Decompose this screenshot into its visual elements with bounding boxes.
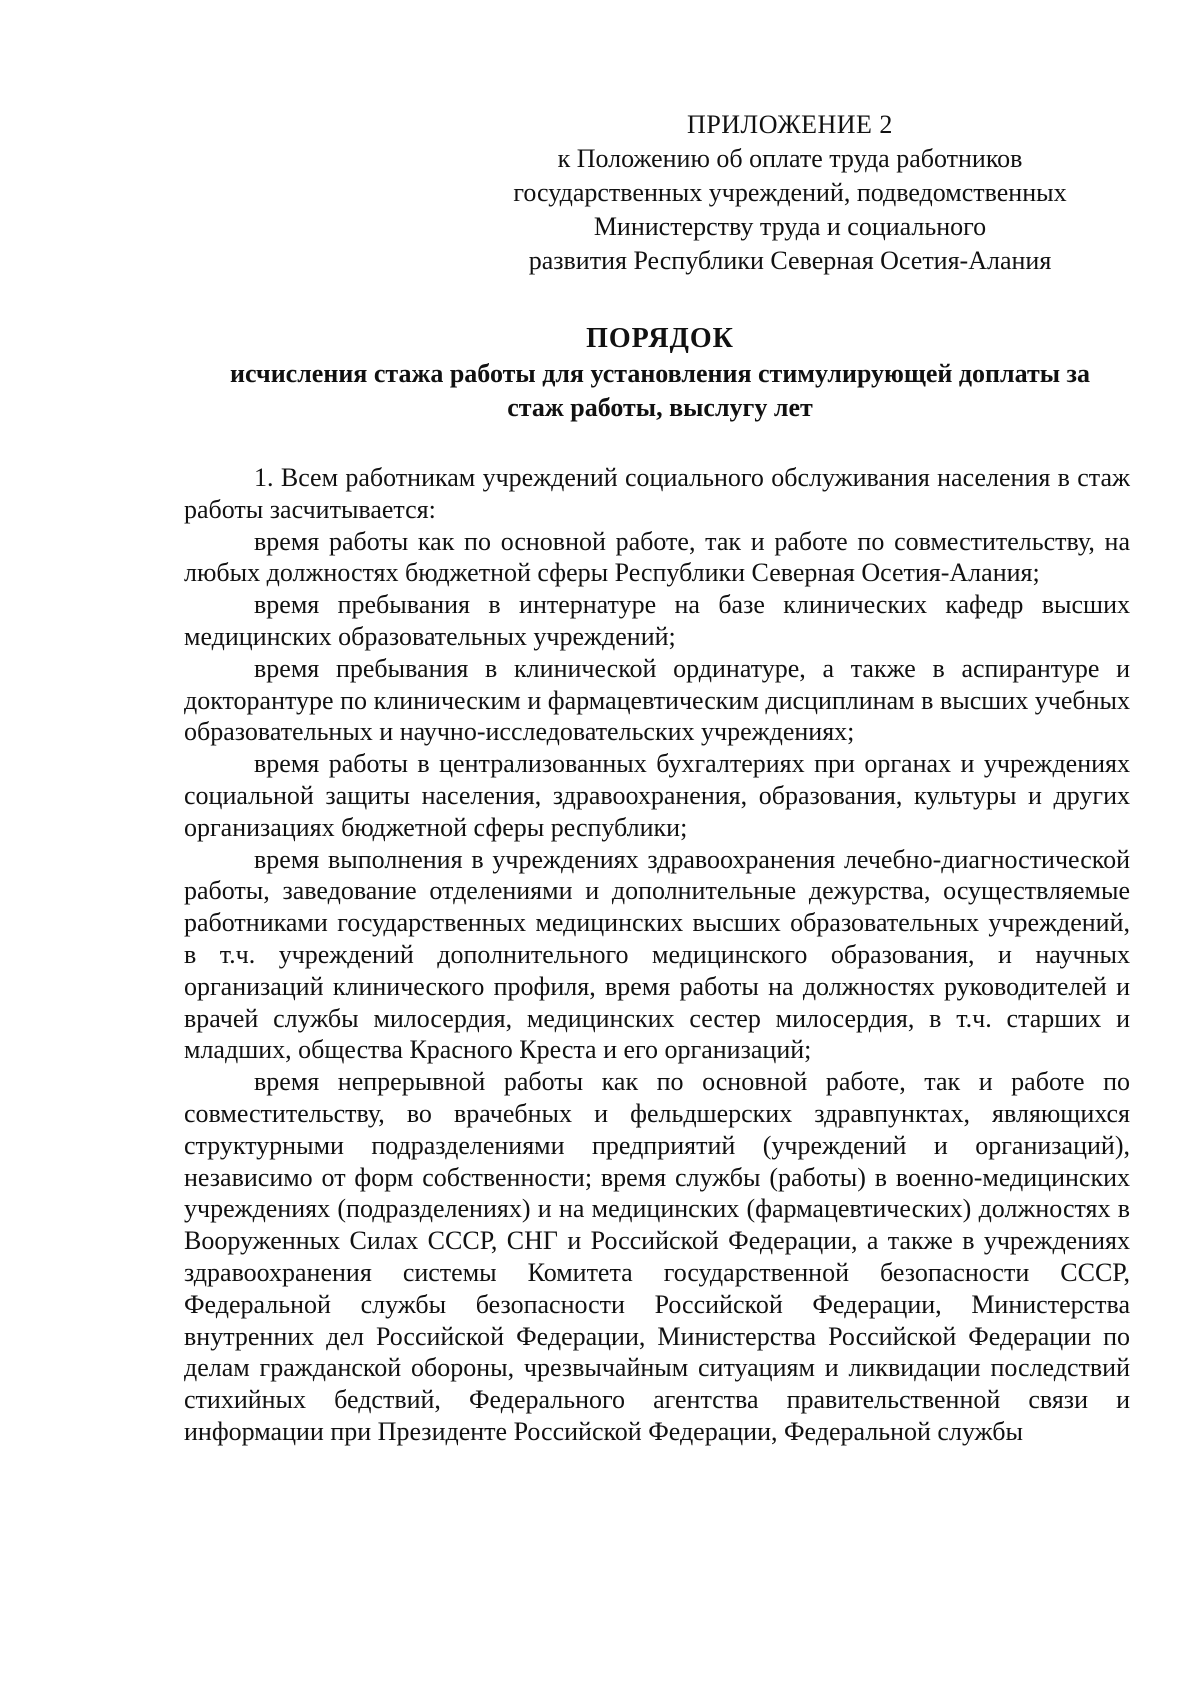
body-paragraph: время пребывания в интернатуре на базе клинических кафедр высших медицинских образовательных учреждений; bbox=[184, 590, 1130, 651]
appendix-header bbox=[460, 108, 1120, 278]
document-body bbox=[184, 462, 1130, 1448]
document-subtitle-line: стаж работы, выслугу лет bbox=[507, 393, 813, 422]
document-subtitle bbox=[180, 357, 1140, 425]
document-subtitle-line: исчисления стажа работы для установления стимулирующей доплаты за bbox=[230, 359, 1090, 388]
document-title: ПОРЯДОК bbox=[586, 323, 734, 354]
body-paragraph: время выполнения в учреждениях здравоохранения лечебно-диагностической работы, заведование отделениями и дополнительные дежурства, осуществляемые работниками государственных медицинских высших образовательных учреждений, в т.ч. учреждений дополнительного медицинского образования, и научных организаций клинического профиля, время работы на должностях руководителей и врачей службы милосердия, медицинских сестер милосердия, в т.ч. старших и младших, общества Красного Креста и его организаций; bbox=[184, 844, 1130, 1065]
appendix-line: государственных учреждений, подведомственных bbox=[513, 178, 1067, 207]
appendix-line: Министерству труда и социального bbox=[593, 212, 987, 241]
body-paragraph: 1. Всем работникам учреждений социального обслуживания населения в стаж работы засчитывается: bbox=[184, 463, 1130, 524]
body-paragraph: время работы как по основной работе, так и работе по совместительству, на любых должностях бюджетной сферы Республики Северная Осетия-Алания; bbox=[184, 526, 1130, 588]
body-paragraph: время непрерывной работы как по основной работе, так и работе по совместительству, во врачебных и фельдшерских здравпунктах, являющихся структурными подразделениями предприятий (учреждений и организаций), независимо от форм собственности; время службы (работы) в военно-медицинских учреждениях (подразделениях) и на медицинских (фармацевтических) должностях в Вооруженных Силах СССР, СНГ и Российской Федерации, а также в учреждениях здравоохранения системы Комитета государственной безопасности СССР, Федеральной службы безопасности Российской Федерации, Министерства внутренних дел Российской Федерации, Министерства Российской Федерации по делам гражданской обороны, чрезвычайным ситуациям и ликвидации последствий стихийных бедствий, Федерального агентства правительственной связи и информации при Президенте Российской Федерации, Федеральной службы bbox=[184, 1067, 1130, 1446]
body-paragraph: время пребывания в клинической ординатуре, а также в аспирантуре и докторантуре по клиническим и фармацевтическим дисциплинам в высших учебных образовательных и научно-исследовательских учреждениях; bbox=[184, 653, 1130, 747]
body-paragraph: время работы в централизованных бухгалтериях при органах и учреждениях социальной защиты населения, здравоохранения, образования, культуры и других организациях бюджетной сферы республики; bbox=[184, 749, 1130, 842]
appendix-title: ПРИЛОЖЕНИЕ 2 bbox=[687, 110, 893, 139]
appendix-line: к Положению об оплате труда работников bbox=[557, 144, 1023, 173]
appendix-line: развития Республики Северная Осетия-Алания bbox=[528, 246, 1052, 275]
